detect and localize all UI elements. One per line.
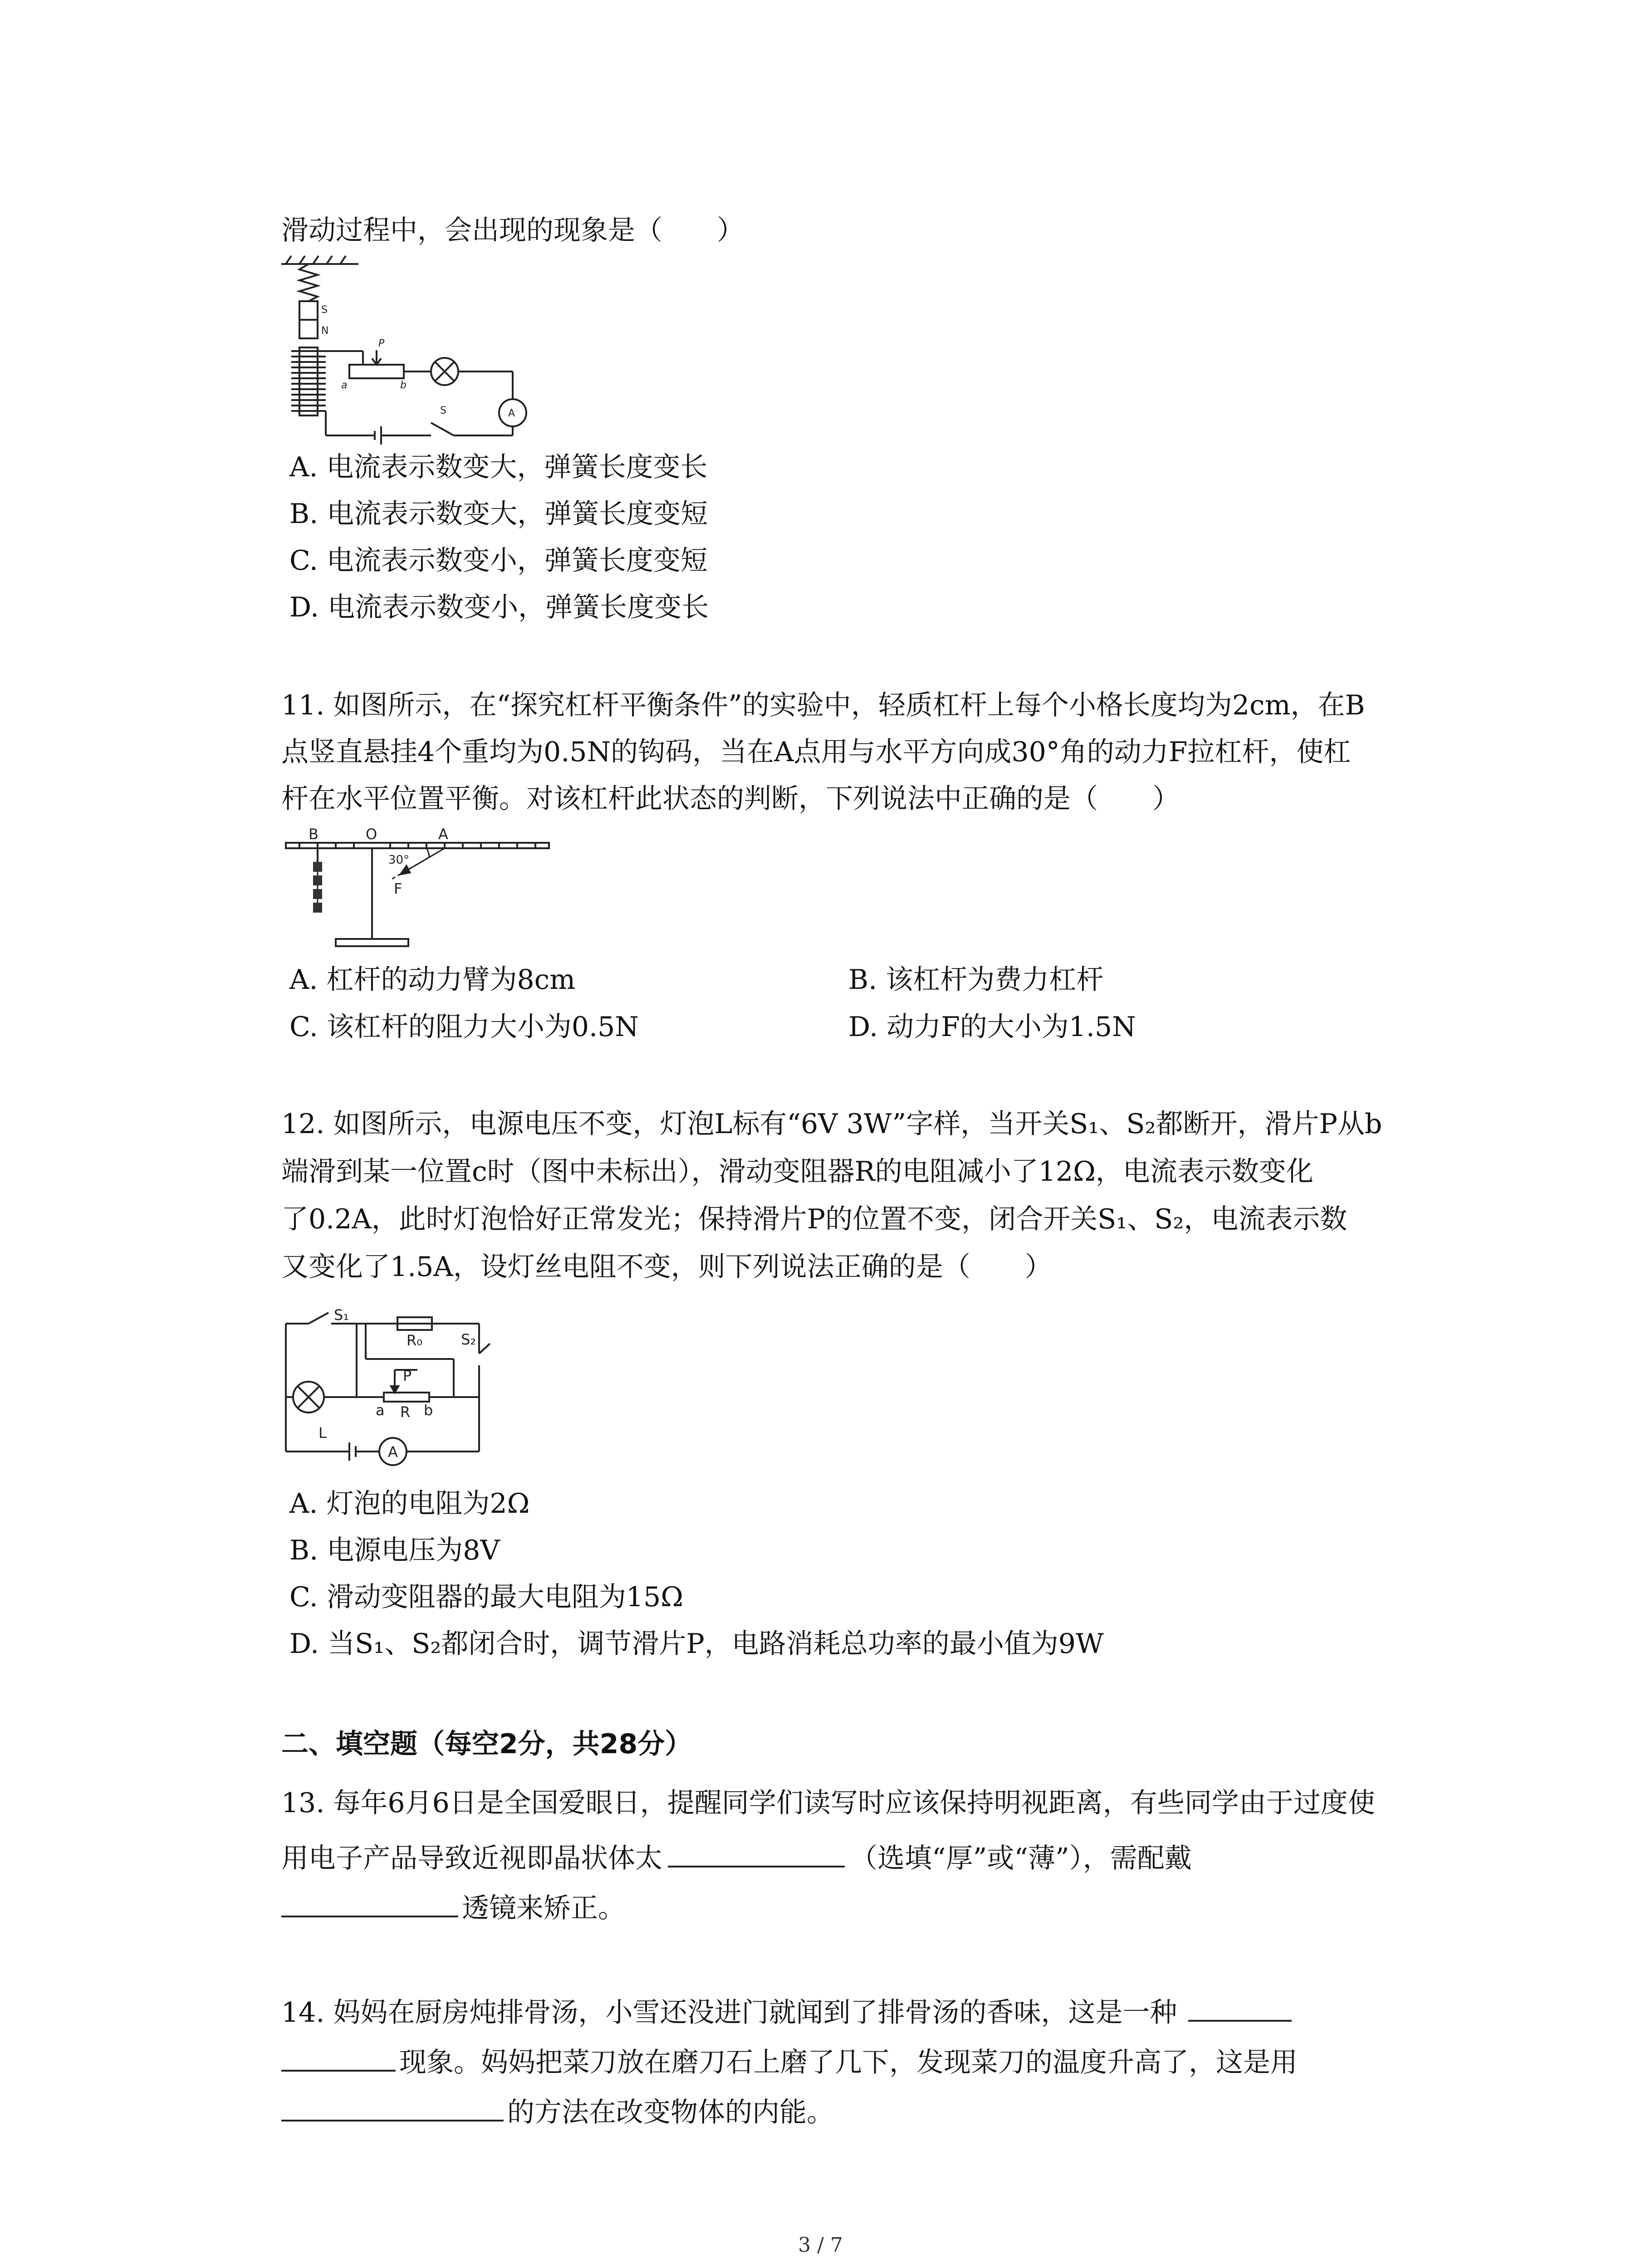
q12-stem-line-4: 又变化了1.5A，设灯丝电阻不变，则下列说法正确的是（ ）: [281, 1251, 1052, 1283]
q11-label-b: B: [309, 826, 318, 843]
q12-label-ammeter: A: [388, 1443, 398, 1461]
q13-blank-1[interactable]: [668, 1839, 845, 1867]
q11-option-c: C. 该杠杆的阻力大小为0.5N: [289, 1011, 639, 1043]
q10-label-s: S: [321, 304, 328, 316]
q14-stem-line-3: [281, 2093, 834, 2126]
q14-stem-line-2: [281, 2043, 1298, 2076]
q11-label-o: O: [366, 826, 377, 843]
q10-figure-electromagnet-circuit: [281, 254, 535, 445]
q13-text-2a: 用电子产品导致近视即晶状体太: [281, 1843, 662, 1874]
q10-label-p: P: [378, 338, 385, 349]
q13-stem-line-2: [281, 1839, 1192, 1872]
q13-stem-line-1: 13. 每年6月6日是全国爱眼日，提醒同学们读写时应该保持明视距离，有些同学由于过度使: [281, 1787, 1375, 1819]
q12-label-l: L: [318, 1424, 327, 1442]
q11-stem-line-2: 点竖直悬挂4个重均为0.5N的钩码，当在A点用与水平方向成30°角的动力F拉杠杆，使杠: [281, 736, 1351, 768]
q12-label-a: a: [376, 1402, 385, 1419]
q12-stem-line-2: 端滑到某一位置c时（图中未标出），滑动变阻器R的电阻减小了12Ω，电流表示数变化: [281, 1156, 1313, 1188]
q10-label-n: N: [321, 325, 329, 337]
q14-stem-line-1: [281, 1994, 1292, 2026]
q11-option-b: B. 该杠杆为费力杠杆: [848, 964, 1104, 996]
q11-label-f: F: [394, 880, 402, 897]
q11-label-angle: 30°: [388, 853, 410, 867]
section-title-fill-in: 二、填空题（每空2分，共28分）: [281, 1728, 692, 1760]
page-number: 3 / 7: [798, 2234, 843, 2257]
q12-label-r: R: [400, 1403, 411, 1421]
q11-figure-lever: [281, 826, 563, 953]
q10-option-a: A. 电流表示数变大，弹簧长度变长: [289, 451, 708, 483]
q11-option-d: D. 动力F的大小为1.5N: [848, 1011, 1136, 1043]
q10-option-b: B. 电流表示数变大，弹簧长度变短: [289, 498, 708, 530]
q12-option-a: A. 灯泡的电阻为2Ω: [289, 1488, 530, 1520]
q14-text-3b: 的方法在改变物体的内能。: [507, 2097, 834, 2128]
q12-option-d: D. 当S₁、S₂都闭合时，调节滑片P，电路消耗总功率的最小值为9W: [289, 1628, 1104, 1660]
q12-label-r0: R₀: [407, 1332, 423, 1349]
q11-option-a: A. 杠杆的动力臂为8cm: [289, 964, 576, 996]
q12-option-c: C. 滑动变阻器的最大电阻为15Ω: [289, 1581, 684, 1613]
q10-option-c: C. 电流表示数变小，弹簧长度变短: [289, 545, 708, 577]
q14-text-2b: 现象。妈妈把菜刀放在磨刀石上磨了几下，发现菜刀的温度升高了，这是用: [399, 2047, 1298, 2078]
q10-stem-tail: 滑动过程中，会出现的现象是（ ）: [281, 215, 744, 246]
q12-figure-circuit: [281, 1306, 499, 1470]
q11-stem-line-1: 11. 如图所示，在“探究杠杆平衡条件”的实验中，轻质杠杆上每个小格长度均为2cm，在B: [281, 689, 1365, 721]
q13-blank-2[interactable]: [281, 1889, 458, 1917]
q10-label-switch: S: [440, 405, 446, 416]
q11-stem-line-3: 杆在水平位置平衡。对该杠杆此状态的判断，下列说法中正确的是（ ）: [281, 783, 1180, 815]
q13-text-2b: （选填“厚”或“薄”），需配戴: [850, 1843, 1192, 1874]
q14-text-1: 14. 妈妈在厨房炖排骨汤，小雪还没进门就闻到了排骨汤的香味，这是一种: [281, 1997, 1177, 2028]
q12-label-s1: S₁: [334, 1306, 349, 1324]
q12-label-b: b: [424, 1402, 433, 1419]
q12-label-p: P: [403, 1367, 412, 1384]
q11-label-a: A: [438, 826, 448, 843]
q12-stem-line-1: 12. 如图所示，电源电压不变，灯泡L标有“6V 3W”字样，当开关S₁、S₂都断开，滑片P从b: [281, 1108, 1382, 1140]
q10-label-b: b: [400, 380, 407, 391]
q14-blank-1b[interactable]: [281, 2043, 396, 2072]
q14-blank-1a[interactable]: [1188, 1994, 1292, 2022]
q13-text-3b: 透镜来矫正。: [462, 1892, 625, 1924]
q10-label-ammeter: A: [508, 408, 515, 419]
q12-stem-line-3: 了0.2A，此时灯泡恰好正常发光；保持滑片P的位置不变，闭合开关S₁、S₂，电流表示数: [281, 1203, 1347, 1235]
q13-stem-line-3: [281, 1889, 625, 1922]
q12-label-s2: S₂: [461, 1331, 476, 1348]
q12-option-b: B. 电源电压为8V: [289, 1535, 500, 1566]
q10-option-d: D. 电流表示数变小，弹簧长度变长: [289, 591, 709, 623]
q10-label-a: a: [341, 380, 348, 391]
q14-blank-2[interactable]: [281, 2093, 504, 2121]
